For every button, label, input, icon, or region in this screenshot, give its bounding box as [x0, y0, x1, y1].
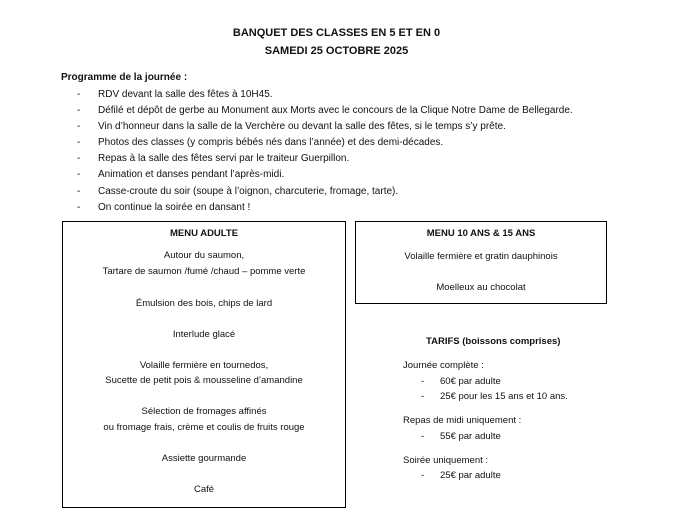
menu-adult-line: Tartare de saumon /fumé /chaud – pomme verte	[102, 266, 306, 277]
bullet-dash: -	[421, 470, 425, 481]
bullet-dash: -	[77, 105, 81, 117]
bullet-dash: -	[77, 153, 81, 165]
menu-adult-box	[62, 221, 346, 508]
menu-adult-title: MENU ADULTE	[169, 228, 239, 239]
programme-item	[77, 200, 573, 216]
tarif-item	[421, 431, 501, 442]
tarif-item-text: 55€ par adulte	[440, 431, 501, 442]
programme-item-text: Vin d’honneur dans la salle de la Verchère ou devant la salle des fêtes, si le temps s’y prête.	[98, 121, 506, 133]
programme-list	[77, 87, 573, 216]
bullet-dash: -	[77, 89, 81, 100]
programme-item-text: Défilé et dépôt de gerbe au Monument aux Morts avec le concours de la Clique Notre Dame de Bellegarde.	[98, 105, 573, 117]
programme-item-text: Casse-croute du soir (soupe à l’oignon, charcuterie, fromage, tarte).	[98, 185, 399, 197]
tarif-item	[421, 376, 501, 387]
menu-kids-line: Volaille fermière et gratin dauphinois	[404, 251, 558, 262]
programme-item	[77, 151, 573, 167]
tarif-category: Repas de midi uniquement :	[403, 415, 522, 426]
menu-adult-line: Café	[193, 484, 215, 495]
menu-adult-line: Sélection de fromages affinés	[141, 406, 267, 417]
programme-item-text: RDV devant la salle des fêtes à 10H45.	[98, 89, 273, 100]
tarif-category: Journée complète :	[403, 360, 484, 371]
bullet-dash: -	[77, 185, 81, 197]
bullet-dash: -	[77, 201, 81, 213]
bullet-dash: -	[421, 391, 425, 402]
programme-item	[77, 119, 573, 135]
menu-kids-line: Moelleux au chocolat	[436, 282, 526, 293]
bullet-dash: -	[77, 137, 81, 149]
menu-adult-line: ou fromage frais, crème et coulis de fruits rouge	[103, 422, 305, 433]
menu-adult-line: Sucette de petit pois & mousseline d’amandine	[105, 375, 303, 386]
programme-item-text: Animation et danses pendant l’après-midi.	[98, 169, 285, 181]
tarifs-heading: TARIFS (boissons comprises)	[426, 336, 561, 347]
tarif-item	[421, 470, 501, 481]
programme-item	[77, 167, 573, 183]
bullet-dash: -	[77, 169, 81, 181]
tarif-category: Soirée uniquement :	[403, 455, 489, 466]
programme-item	[77, 103, 573, 119]
programme-item-text: On continue la soirée en dansant !	[98, 201, 251, 213]
programme-heading: Programme de la journée :	[61, 72, 188, 83]
programme-item-text: Repas à la salle des fêtes servi par le traiteur Guerpillon.	[98, 153, 350, 165]
tarif-item-text: 60€ par adulte	[440, 376, 501, 387]
bullet-dash: -	[421, 376, 425, 387]
banquet-title: BANQUET DES CLASSES EN 5 ET EN 0	[232, 27, 441, 39]
bullet-dash: -	[421, 431, 425, 442]
menu-adult-line: Volaille fermière en tournedos,	[139, 360, 269, 371]
programme-item	[77, 184, 573, 200]
programme-item	[77, 87, 573, 103]
programme-item	[77, 135, 573, 151]
tarif-item	[421, 391, 568, 402]
menu-kids-box	[355, 221, 607, 304]
tarif-item-text: 25€ par adulte	[440, 470, 501, 481]
tarif-item-text: 25€ pour les 15 ans et 10 ans.	[440, 391, 568, 402]
event-date: SAMEDI 25 OCTOBRE 2025	[264, 45, 409, 57]
menu-adult-line: Émulsion des bois, chips de lard	[135, 298, 273, 309]
menu-adult-line: Autour du saumon,	[163, 250, 245, 261]
menu-kids-title: MENU 10 ANS & 15 ANS	[426, 228, 536, 239]
menu-adult-line: Interlude glacé	[172, 329, 236, 340]
programme-item-text: Photos des classes (y compris bébés nés dans l’année) et des demi-décades.	[98, 137, 444, 149]
menu-adult-line: Assiette gourmande	[161, 453, 247, 464]
bullet-dash: -	[77, 121, 81, 133]
